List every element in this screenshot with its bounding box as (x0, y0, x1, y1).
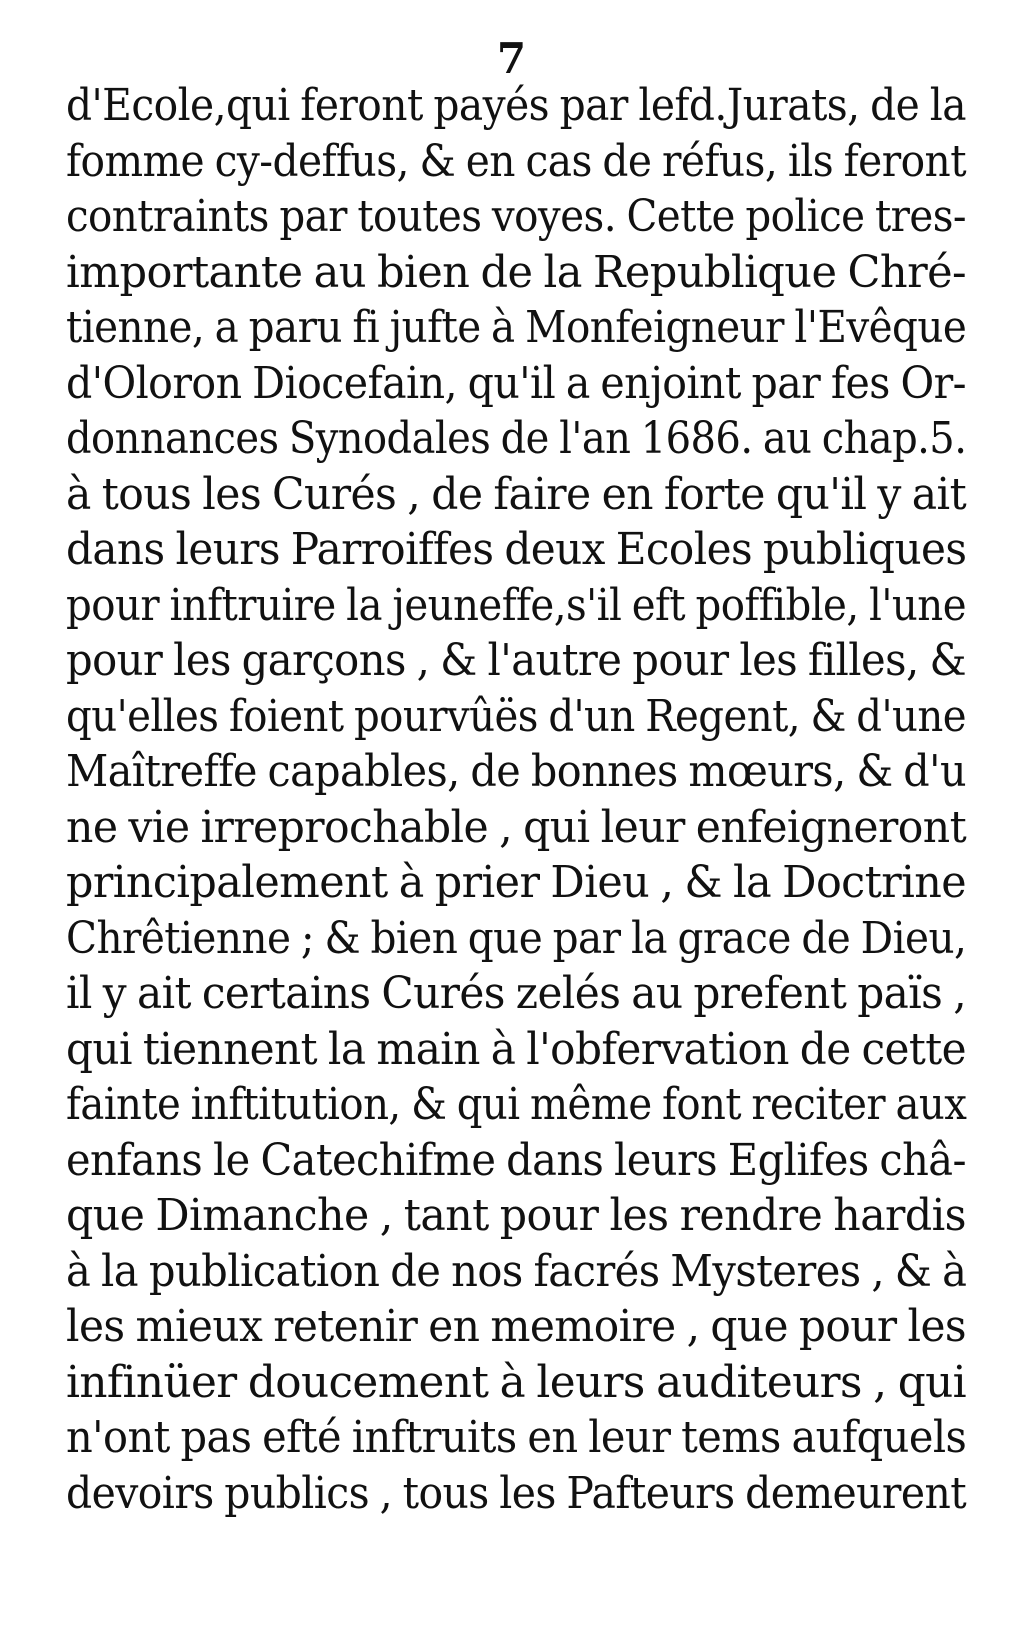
text-line: qu'elles foient pourvûës d'un Regent, & d'une (66, 690, 966, 742)
page-number: 7 (496, 34, 527, 83)
text-line: d'Oloron Diocefain, qu'il a enjoint par fes Or- (66, 357, 966, 409)
text-line: pour les garçons , & l'autre pour les filles, & (66, 635, 966, 686)
text-line: donnances Synodales de l'an 1686. au chap.5. (66, 413, 967, 464)
text-line: n'ont pas efté inftruits en leur tems aufquels (66, 1412, 967, 1463)
text-line: d'Ecole,qui feront payés par lefd.Jurats, de la (66, 80, 966, 131)
text-line: dans leurs Parroiffes deux Ecoles publiques (66, 524, 967, 575)
text-line: qui tiennent la main à l'obfervation de cette (66, 1023, 967, 1075)
text-line: à tous les Curés , de faire en forte qu'il y ait (66, 468, 967, 520)
text-line: les mieux retenir en memoire , que pour les (66, 1301, 966, 1352)
text-line: Maîtreffe capables, de bonnes mœurs, & d'u (66, 746, 966, 797)
text-line: infinüer doucement à leurs auditeurs , qui (66, 1356, 967, 1408)
text-line: fomme cy-deffus, & en cas de réfus, ils feront (66, 135, 966, 187)
body-text (66, 78, 966, 1521)
text-line: il y ait certains Curés zelés au prefent païs , (66, 968, 967, 1019)
text-line: ne vie irreprochable , qui leur enfeigneront (66, 801, 967, 853)
text-line: contraints par toutes voyes. Cette police tres- (66, 191, 966, 242)
text-line: devoirs publics , tous les Pafteurs demeurent (66, 1467, 967, 1519)
text-line: principalement à prier Dieu , & la Doctrine (66, 857, 967, 908)
text-line: fainte inftitution, & qui même font reciter aux (66, 1079, 967, 1130)
text-line: pour inftruire la jeuneffe,s'il eft poffible, l'une (66, 579, 966, 631)
text-line: tienne, a paru fi jufte à Monfeigneur l'Evêque (66, 302, 967, 353)
text-line: Chrêtienne ; & bien que par la grace de Dieu, (66, 912, 967, 964)
text-line: à la publication de nos facrés Mysteres , & à (66, 1245, 967, 1297)
text-line: enfans le Catechifme dans leurs Eglifes châ- (66, 1134, 966, 1186)
text-line: que Dimanche , tant pour les rendre hardis (66, 1190, 966, 1241)
text-line: importante au bien de la Republique Chré- (66, 246, 966, 298)
